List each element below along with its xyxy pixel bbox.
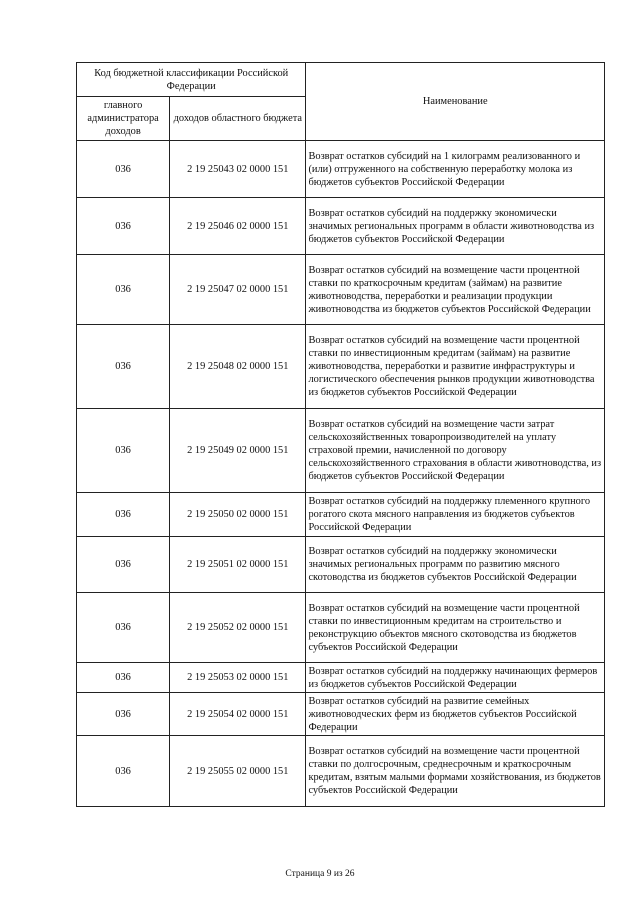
- page-number: Страница 9 из 26: [285, 869, 355, 879]
- row-name: Возврат остатков субсидий на поддержку начинающих фермеров из бюджетов субъектов Российской Федерации: [306, 663, 605, 693]
- row-code: 2 19 25048 02 0000 151: [170, 325, 306, 409]
- row-code: 2 19 25047 02 0000 151: [170, 255, 306, 325]
- row-code: 2 19 25054 02 0000 151: [170, 693, 306, 736]
- table-row: [77, 141, 605, 198]
- header-group-title: Код бюджетной классификации Российской Федерации: [77, 63, 306, 97]
- table-row: [77, 409, 605, 493]
- table-row: [77, 325, 605, 409]
- row-admin: 036: [77, 537, 170, 593]
- row-admin: 036: [77, 141, 170, 198]
- header-name: Наименование: [306, 63, 605, 141]
- row-name: Возврат остатков субсидий на 1 килограмм реализованного и (или) отгруженного на собственную переработку молока из бюджетов субъектов Российской Федерации: [306, 141, 605, 198]
- table-row: [77, 736, 605, 807]
- row-name: Возврат остатков субсидий на поддержку экономически значимых региональных программ по развитию мясного скотоводства из бюджетов субъектов Российской Федерации: [306, 537, 605, 593]
- row-admin: 036: [77, 409, 170, 493]
- row-code: 2 19 25052 02 0000 151: [170, 593, 306, 663]
- row-code: 2 19 25053 02 0000 151: [170, 663, 306, 693]
- row-name: Возврат остатков субсидий на развитие семейных животноводческих ферм из бюджетов субъектов Российской Федерации: [306, 693, 605, 736]
- header-admin: главного администратора доходов: [77, 97, 170, 141]
- row-admin: 036: [77, 663, 170, 693]
- row-code: 2 19 25049 02 0000 151: [170, 409, 306, 493]
- row-name: Возврат остатков субсидий на поддержку экономически значимых региональных программ в области животноводства из бюджетов субъектов Российской Федерации: [306, 198, 605, 255]
- row-code: 2 19 25046 02 0000 151: [170, 198, 306, 255]
- row-name: Возврат остатков субсидий на возмещение части затрат сельскохозяйственных товаропроизводителей на уплату страховой премии, начисленной по договору сельскохозяйственного страхования в области животноводства, из бюджетов субъектов Российской Федерации: [306, 409, 605, 493]
- header-code: доходов областного бюджета: [170, 97, 306, 141]
- row-admin: 036: [77, 693, 170, 736]
- row-code: 2 19 25051 02 0000 151: [170, 537, 306, 593]
- row-name: Возврат остатков субсидий на поддержку племенного крупного рогатого скота мясного направления из бюджетов субъектов Российской Федерации: [306, 493, 605, 537]
- table-row: [77, 693, 605, 736]
- row-name: Возврат остатков субсидий на возмещение части процентной ставки по долгосрочным, среднесрочным и краткосрочным кредитам, взятым малыми формами хозяйствования, из бюджетов субъектов Российской Федерации: [306, 736, 605, 807]
- table-row: [77, 255, 605, 325]
- row-admin: 036: [77, 493, 170, 537]
- row-code: 2 19 25055 02 0000 151: [170, 736, 306, 807]
- row-name: Возврат остатков субсидий на возмещение части процентной ставки по инвестиционным кредитам на строительство и реконструкцию объектов мясного скотоводства из бюджетов субъектов Российской Федерации: [306, 593, 605, 663]
- table-row: [77, 663, 605, 693]
- row-name: Возврат остатков субсидий на возмещение части процентной ставки по краткосрочным кредитам (займам) на развитие животноводства, переработки и реализации продукции животноводства из бюджетов субъектов Российской Федерации: [306, 255, 605, 325]
- row-code: 2 19 25050 02 0000 151: [170, 493, 306, 537]
- row-admin: 036: [77, 593, 170, 663]
- table-row: [77, 198, 605, 255]
- table-row: [77, 593, 605, 663]
- row-code: 2 19 25043 02 0000 151: [170, 141, 306, 198]
- row-admin: 036: [77, 736, 170, 807]
- row-name: Возврат остатков субсидий на возмещение части процентной ставки по инвестиционным кредитам (займам) на развитие животноводства, переработки и развитие инфраструктуры и логистического обеспечения рынков продукции животноводства из бюджетов субъектов Российской Федерации: [306, 325, 605, 409]
- table-row: [77, 493, 605, 537]
- row-admin: 036: [77, 198, 170, 255]
- row-admin: 036: [77, 325, 170, 409]
- table-row: [77, 537, 605, 593]
- budget-classification-table: [76, 62, 605, 807]
- row-admin: 036: [77, 255, 170, 325]
